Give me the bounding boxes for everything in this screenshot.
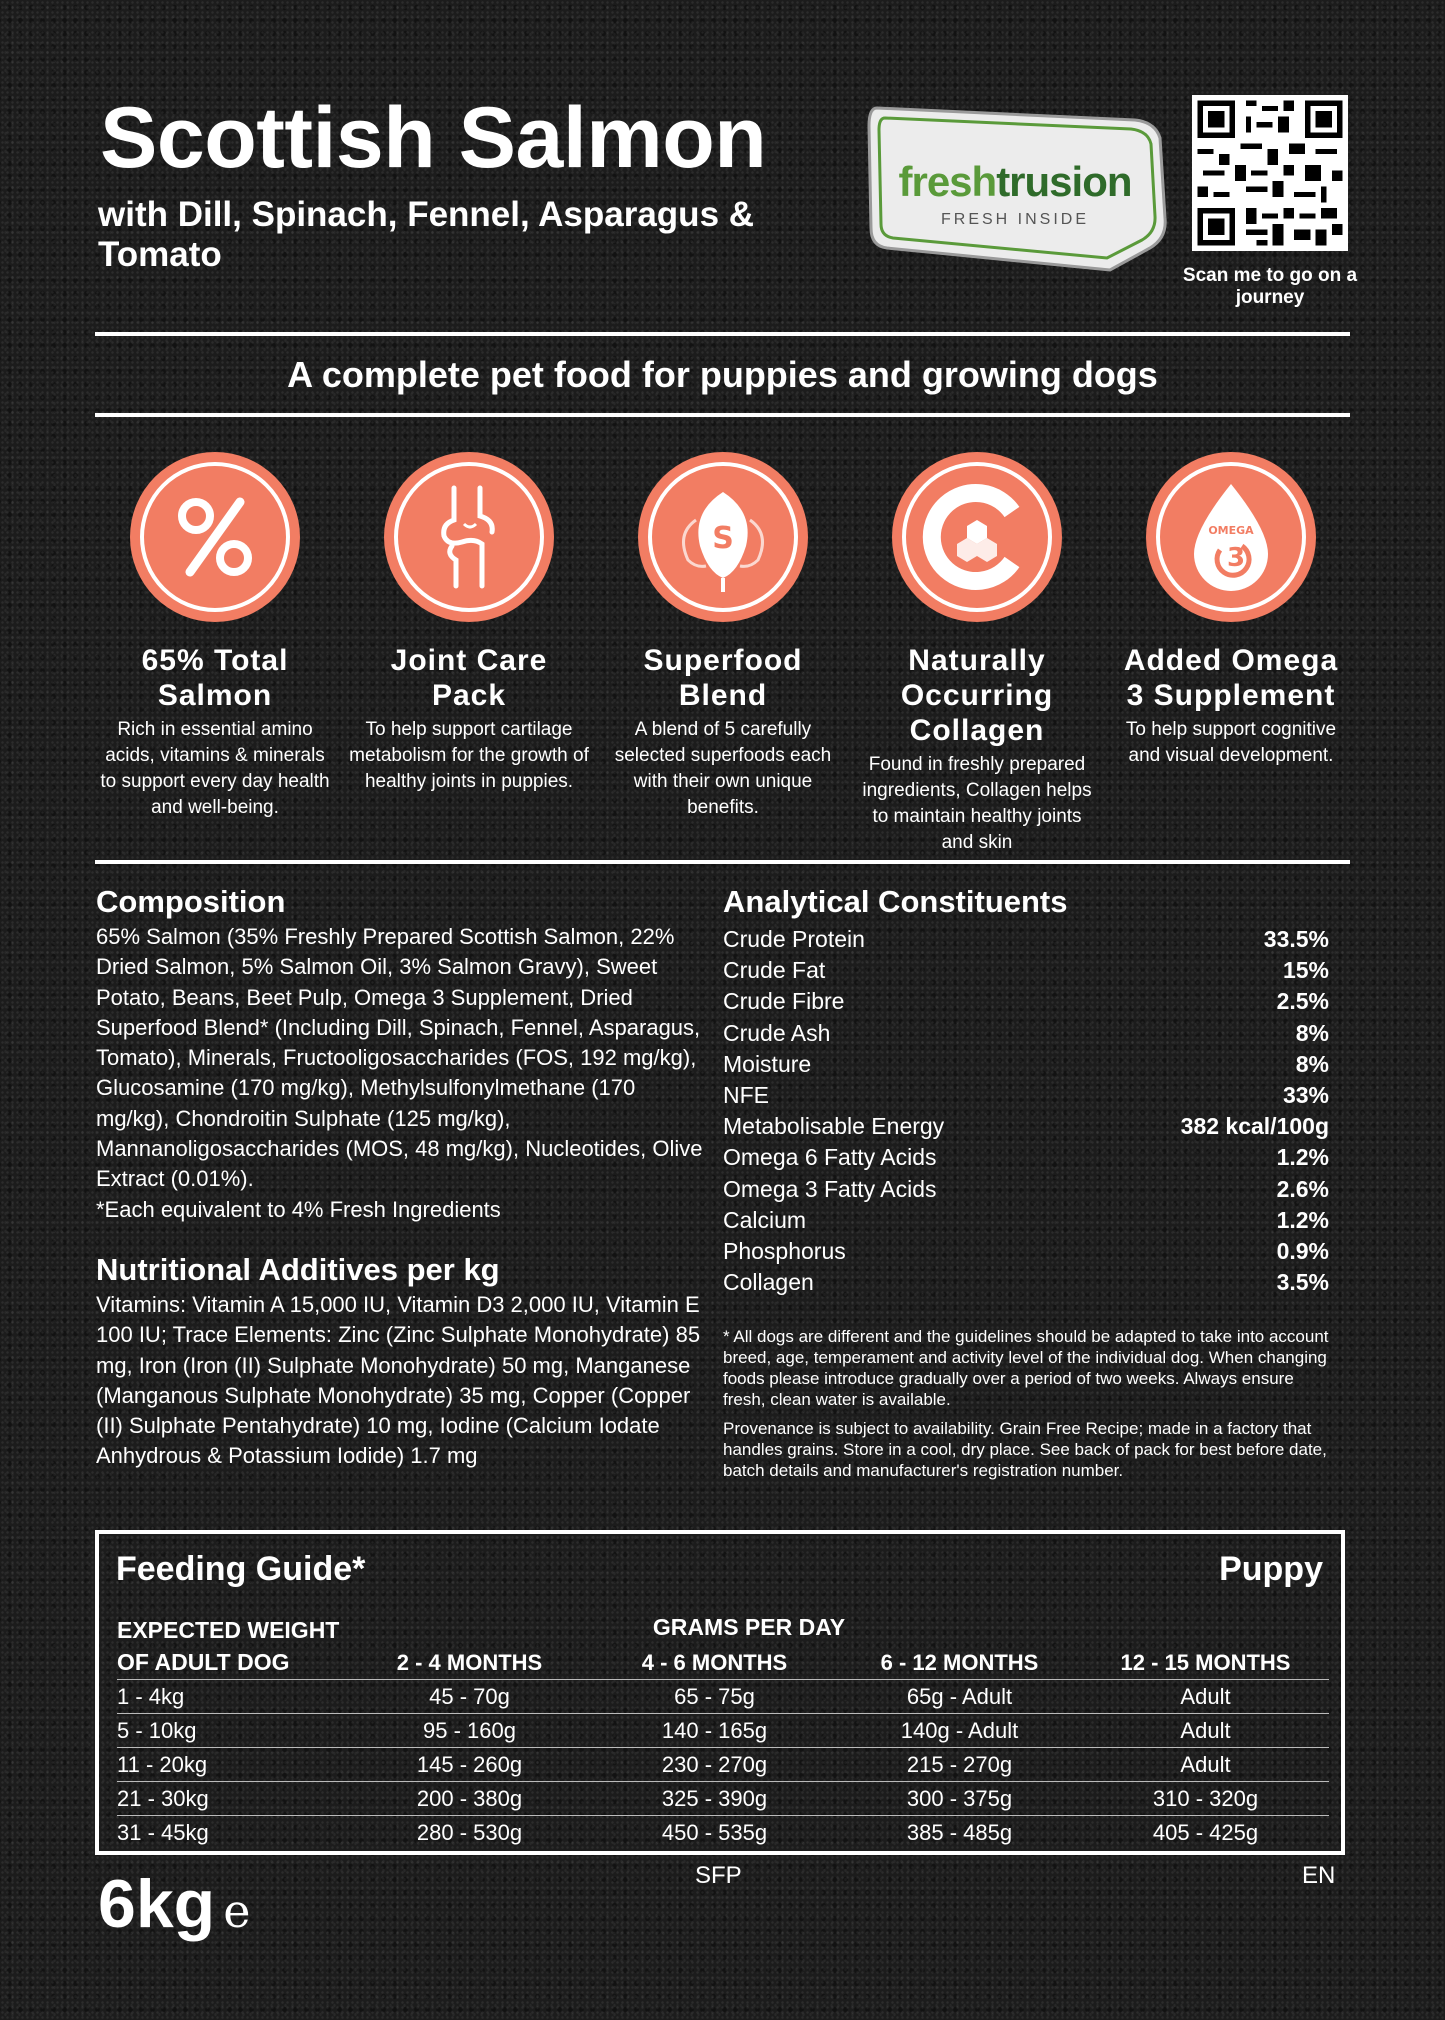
qr-code[interactable] (1192, 95, 1348, 251)
feature-title: 65% Total Salmon (141, 644, 289, 712)
feature-title: Joint Care Pack (390, 644, 548, 712)
constituent-value: 3.5% (1276, 1269, 1329, 1296)
superfood-leaf-icon (636, 450, 810, 624)
feeding-guide (95, 1530, 1345, 1855)
constituent-name: Moisture (723, 1050, 812, 1077)
weight-cell: 21 - 30kg (117, 1782, 347, 1816)
pack-code: SFP (695, 1862, 742, 1889)
analytical-section (723, 884, 1333, 1481)
grams-cell: 405 - 425g (1082, 1816, 1329, 1850)
feeding-table-header (117, 1646, 1329, 1680)
grams-cell: 95 - 160g (347, 1714, 592, 1748)
weight-cell: 5 - 10kg (117, 1714, 347, 1748)
constituent-value: 0.9% (1276, 1238, 1329, 1265)
constituent-value: 2.5% (1276, 988, 1329, 1015)
grams-cell: 140 - 165g (592, 1714, 837, 1748)
feature-omega-3 (1111, 450, 1351, 769)
divider (95, 413, 1350, 417)
constituent-name: Crude Protein (723, 926, 865, 952)
grams-cell: 65 - 75g (592, 1680, 837, 1714)
analytical-row (723, 1018, 1329, 1049)
grams-cell: 140g - Adult (837, 1714, 1082, 1748)
analytical-row (723, 924, 1329, 955)
composition-text: 65% Salmon (35% Freshly Prepared Scottish Salmon, 22% Dried Salmon, 5% Salmon Oil, 3% Salmon Gravy), Sweet Potato, Beans, Beet Pulp, Omega 3 Supplement, Dried Superfood Blend* (Including Dill, Spinach, Fennel, Asparagus, Tomato), Minerals, Fructooligosaccharides (FOS, 192 mg/kg), Glucosamine (170 mg/kg), Methylsulfonylmethane (170 mg/kg), Chondroitin Sulphate (125 mg/kg), Mannanoligosaccharides (MOS, 48 mg/kg), Nucleotides, Olive Extract (0.01%). (96, 924, 703, 1192)
language-code: EN (1302, 1862, 1336, 1889)
product-tagline: A complete pet food for puppies and growing dogs (287, 354, 1158, 395)
constituent-value: 8% (1295, 1019, 1329, 1046)
feature-joint-care (349, 450, 589, 795)
age-column-header: 2 - 4 MONTHS (396, 1649, 543, 1675)
weight-cell: 1 - 4kg (117, 1680, 347, 1714)
analytical-list (723, 924, 1329, 1298)
constituent-name: Metabolisable Energy (723, 1113, 945, 1140)
percent-icon (128, 450, 302, 624)
brand-name-part2: trusion (996, 158, 1132, 205)
omega-number: 3 (1226, 543, 1246, 573)
net-weight (98, 1866, 251, 1942)
product-subtitle: with Dill, Spinach, Fennel, Asparagus & Tomato (98, 195, 755, 274)
feature-superfood-blend (603, 450, 843, 821)
table-row (117, 1748, 1329, 1782)
grams-cell: 230 - 270g (592, 1748, 837, 1782)
brand-tagline: FRESH INSIDE (940, 211, 1089, 228)
grams-cell: 385 - 485g (837, 1816, 1082, 1850)
feature-collagen (857, 450, 1097, 856)
feature-title: Naturally Occurring Collagen (900, 644, 1054, 747)
analytical-row (723, 1111, 1329, 1142)
analytical-row (723, 1174, 1329, 1205)
grams-cell: 325 - 390g (592, 1782, 837, 1816)
additives-heading: Nutritional Additives per kg (96, 1252, 500, 1287)
feature-text: To help support cognitive and visual development. (1125, 719, 1337, 766)
feeding-guide-heading: Feeding Guide* (116, 1550, 366, 1588)
joint-icon (382, 450, 556, 624)
constituent-name: Collagen (723, 1269, 814, 1296)
brand-name-part1: fresh (898, 158, 997, 205)
constituent-name: Crude Ash (723, 1019, 831, 1046)
feature-total-salmon (95, 450, 335, 821)
divider (95, 860, 1350, 864)
grams-cell: 65g - Adult (837, 1680, 1082, 1714)
feeding-table (117, 1646, 1329, 1849)
collagen-icon (890, 450, 1064, 624)
provenance-note: Provenance is subject to availability. Grain Free Recipe; made in a factory that handles grains. Store in a cool, dry place. See back of pack for best before date, batch details and manufacturer's registration number. (723, 1419, 1327, 1481)
table-row (117, 1816, 1329, 1850)
constituent-value: 382 kcal/100g (1180, 1113, 1329, 1140)
svg-text:S: S (712, 521, 734, 556)
constituent-value: 33.5% (1263, 926, 1329, 952)
table-row (117, 1782, 1329, 1816)
grams-cell: 200 - 380g (347, 1782, 592, 1816)
feature-title: Superfood Blend (643, 644, 803, 712)
age-column-header: 12 - 15 MONTHS (1120, 1649, 1291, 1675)
grams-cell: 145 - 260g (347, 1748, 592, 1782)
additives-text: Vitamins: Vitamin A 15,000 IU, Vitamin D3 2,000 IU, Vitamin E 100 IU; Trace Elements: Zinc (Zinc Sulphate Monohydrate) 85 mg, Iron (Iron (II) Sulphate Monohydrate) 50 mg, Manganese (Manganous Sulphate Monohydrate) 35 mg, Copper (Copper (II) Sulphate Pentahydrate) 10 mg, Iodine (Calcium Iodate Anhydrous & Potassium Iodide) 1.7 mg (96, 1292, 701, 1469)
grams-cell: Adult (1082, 1714, 1329, 1748)
constituent-value: 1.2% (1276, 1144, 1329, 1171)
age-column-header: 4 - 6 MONTHS (641, 1649, 788, 1675)
grams-per-day-header: GRAMS PER DAY (652, 1614, 846, 1640)
grams-cell: Adult (1082, 1748, 1329, 1782)
analytical-row (723, 955, 1329, 986)
feature-title: Added Omega 3 Supplement (1123, 644, 1339, 712)
analytical-row (723, 1267, 1329, 1298)
grams-cell: 310 - 320g (1082, 1782, 1329, 1816)
constituent-value: 33% (1282, 1082, 1329, 1109)
weight-header-line2: OF ADULT DOG (117, 1649, 290, 1675)
feeding-note: * All dogs are different and the guidelines should be adapted to take into account breed, age, temperament and activity level of the individual dog. When changing foods please introduce gradually over a period of two weeks. Always ensure fresh, clean water is available. (723, 1327, 1329, 1410)
life-stage-label: Puppy (1219, 1550, 1323, 1588)
omega-3-drop-icon (1144, 450, 1318, 624)
constituent-name: Crude Fibre (723, 988, 845, 1015)
analytical-heading: Analytical Constituents (723, 884, 1068, 919)
constituent-name: NFE (723, 1082, 769, 1109)
feature-text: To help support cartilage metabolism for the growth of healthy joints in puppies. (349, 719, 589, 792)
weight-cell: 11 - 20kg (117, 1748, 347, 1782)
product-title: Scottish Salmon (100, 90, 767, 186)
analytical-row (723, 1142, 1329, 1173)
age-column-header: 6 - 12 MONTHS (880, 1649, 1039, 1675)
estimated-sign: e (223, 1884, 251, 1938)
feature-text: A blend of 5 carefully selected superfoods each with their own unique benefits. (614, 719, 832, 818)
omega-label: OMEGA (1208, 524, 1254, 537)
constituent-name: Omega 6 Fatty Acids (723, 1144, 937, 1171)
brand-name (880, 158, 1150, 206)
analytical-row (723, 1049, 1329, 1080)
grams-cell: 280 - 530g (347, 1816, 592, 1850)
grams-cell: 300 - 375g (837, 1782, 1082, 1816)
constituent-value: 1.2% (1276, 1206, 1329, 1233)
composition-footnote: *Each equivalent to 4% Fresh Ingredients (96, 1196, 501, 1222)
grams-cell: 45 - 70g (347, 1680, 592, 1714)
constituent-name: Omega 3 Fatty Acids (723, 1175, 937, 1202)
table-row (117, 1714, 1329, 1748)
grams-cell: 450 - 535g (592, 1816, 837, 1850)
constituent-value: 2.6% (1276, 1175, 1329, 1202)
weight-header-line1: EXPECTED WEIGHT (117, 1617, 340, 1643)
analytical-row (723, 1236, 1329, 1267)
analytical-row (723, 1205, 1329, 1236)
table-row (117, 1680, 1329, 1714)
constituent-name: Calcium (723, 1206, 807, 1233)
weight-cell: 31 - 45kg (117, 1816, 347, 1850)
feature-text: Rich in essential amino acids, vitamins & minerals to support every day health and well-being. (100, 719, 330, 818)
constituent-name: Crude Fat (723, 957, 826, 984)
analytical-row (723, 986, 1329, 1017)
grams-cell: Adult (1082, 1680, 1329, 1714)
feature-text: Found in freshly prepared ingredients, Collagen helps to maintain healthy joints and skin (862, 754, 1092, 853)
additives-section (96, 1252, 706, 1472)
divider (95, 332, 1350, 336)
constituent-value: 8% (1295, 1050, 1329, 1077)
constituent-name: Phosphorus (723, 1238, 846, 1265)
net-weight-value: 6kg (98, 1866, 216, 1942)
composition-section (96, 884, 706, 1225)
qr-caption: Scan me to go on a journey (1182, 265, 1358, 308)
constituent-value: 15% (1282, 957, 1329, 984)
grams-cell: 215 - 270g (837, 1748, 1082, 1782)
composition-heading: Composition (96, 884, 286, 919)
analytical-row (723, 1080, 1329, 1111)
